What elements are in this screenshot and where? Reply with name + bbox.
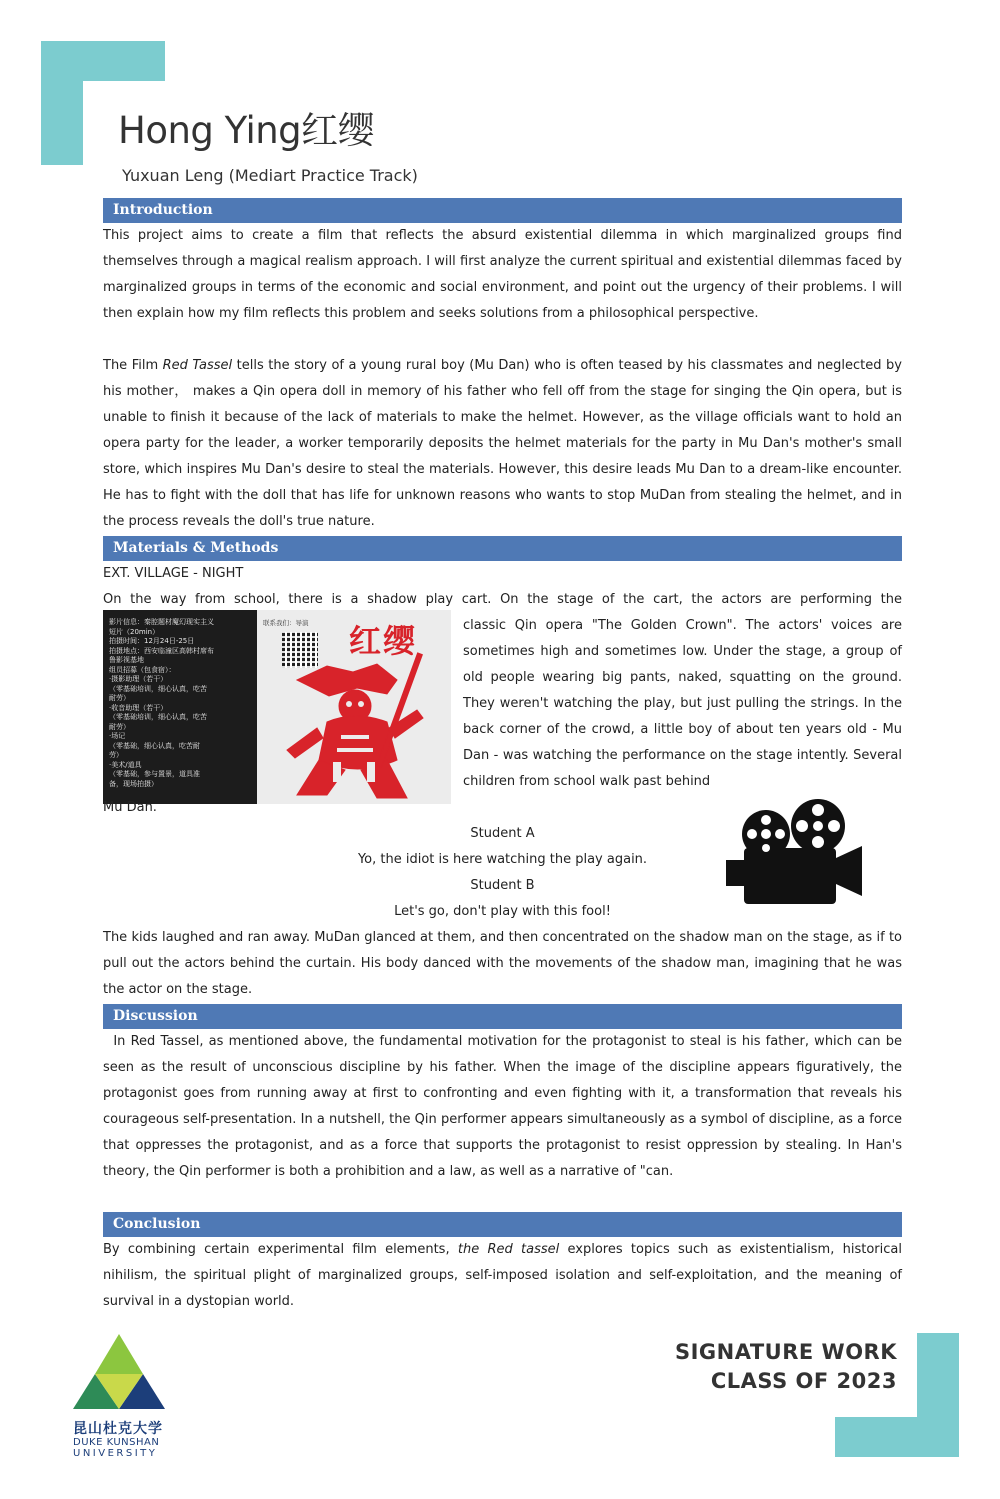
- logo-text-duke-kunshan: DUKE KUNSHAN: [73, 1437, 160, 1448]
- signature-work-label: SIGNATURE WORK: [674, 1340, 897, 1364]
- film-title-italic: Red Tassel: [162, 358, 233, 373]
- dialogue-student-b: Let's go, don't play with this fool!: [394, 904, 611, 919]
- discussion-paragraph: In Red Tassel, as mentioned above, the fundamental motivation for the protagonist to steal is his father, which can be seen as the result of unconscious discipline by his father. When the image of the discipline appears figuratively, the protagonist goes from running away at first to confronting and even fighting with it, a transformation that reveals his courageous self-presentation. In a nutshell, the Qin performer appears simultaneously as a symbol of discipline, as a force that oppresses the protagonist, and as a force that supports the protagonist to resist oppression by stealing. In Han's theory, the Qin performer is both a prohibition and a law, as well as a narrative of "can.: [103, 1034, 907, 1179]
- section-heading-conclusion: Conclusion: [103, 1212, 902, 1237]
- recruitment-poster: 影片信息：秦腔题材魔幻现实主义 短片（20min） 拍摄时间：12月24日-25日 拍摄地点：西安临潼区高韩村席布 鲁影视基地 组员招募（包食宿）： ·摄影助理（若干） （零基础培训，细心认真，吃苦 耐劳） ·收音助理（若干） （零基础培训，细心认真，吃苦 耐劳） ·场记 （零基础，细心认真，吃苦耐 劳） ·美术/道具 （零基础，参与置景，道具准 备，现场拍摄）: [103, 610, 257, 804]
- corner-decoration-bottom: [835, 1417, 959, 1457]
- film-camera-icon: [722, 796, 864, 906]
- poster-contact: 联系我们：导演: [263, 619, 309, 627]
- introduction-paragraph-1: This project aims to create a film that reflects the absurd existential dilemma in which marginalized groups find themselves through a magical realism approach. I will first analyze the current spiritual and existential dilemmas faced by marginalized groups in terms of the economic and social environment, and point out the urgency of their problems. I will then explain how my film reflects this problem and seeks solutions from a philosophical perspective.: [103, 228, 902, 321]
- corner-decoration-left: [41, 41, 83, 165]
- author-line: Yuxuan Leng (Mediart Practice Track): [122, 166, 418, 185]
- conclusion-paragraph: By combining certain experimental film elements, the Red tassel explores topics such as existentialism, historical nihilism, the spiritual plight of marginalized groups, self-imposed isolation and self-exploitation, and the meaning of survival in a dystopian world.: [103, 1242, 902, 1309]
- class-year-label: CLASS OF 2023: [710, 1369, 897, 1393]
- section-heading-discussion: Discussion: [103, 1004, 902, 1029]
- methods-line-1: On the way from school, there is a shadow play cart. On the stage of the cart, the actors are performing the: [103, 592, 902, 607]
- methods-tail: Mu Dan.: [103, 800, 157, 815]
- page-title: Hong Ying红缨: [118, 109, 375, 152]
- logo-text-university: UNIVERSITY: [73, 1448, 158, 1459]
- speaker-student-b: Student B: [470, 878, 535, 893]
- dialogue-student-a: Yo, the idiot is here watching the play again.: [357, 852, 648, 867]
- film-poster: [257, 610, 451, 804]
- methods-after-dialogue: The kids laughed and ran away. MuDan glanced at them, and then concentrated on the shadow man on the stage, as if to pull out the actors behind the curtain. His body danced with the movements of the shadow man, imagining that he was the actor on the stage.: [103, 930, 902, 997]
- film-title-italic-conclusion: the Red tassel: [457, 1242, 560, 1257]
- opera-figure-icon: [257, 610, 451, 804]
- dku-logo-icon: [73, 1334, 165, 1409]
- methods-wrapped-text: classic Qin opera "The Golden Crown". The actors' voices are sometimes high and sometimes low. Under the stage, a group of old people wearing big pants, naked, squatting on the ground. They weren't watching the play, but just pulling the strings. In the back corner of the crowd, a little boy of about ten years old - Mu Dan - was watching the performance on the stage intently. Several children from school walk past behind: [463, 618, 902, 789]
- scene-heading: EXT. VILLAGE - NIGHT: [103, 566, 244, 581]
- poster-red-title: 红缨: [349, 622, 418, 660]
- section-heading-methods: Materials & Methods: [103, 536, 902, 561]
- logo-text-chinese: 昆山杜克大学: [73, 1421, 163, 1437]
- section-heading-introduction: Introduction: [103, 198, 902, 223]
- introduction-paragraph-2: The Film Red Tassel tells the story of a young rural boy (Mu Dan) who is often teased by his classmates and neglected by his mother， makes a Qin opera doll in memory of his father who fell off from the stage for singing the Qin opera, but is unable to finish it because of the lack of materials to make the helmet. However, as the village officials want to hold an opera party for the leader, a worker temporarily deposits the helmet materials for the party in Mu Dan's mother's small store, which inspires Mu Dan's desire to steal the materials. However, this desire leads Mu Dan to a dream-like encounter. He has to fight with the doll that has life for unknown reasons who wants to stop MuDan from stealing the helmet, and in the process reveals the doll's true nature.: [103, 358, 902, 529]
- speaker-student-a: Student A: [470, 826, 535, 841]
